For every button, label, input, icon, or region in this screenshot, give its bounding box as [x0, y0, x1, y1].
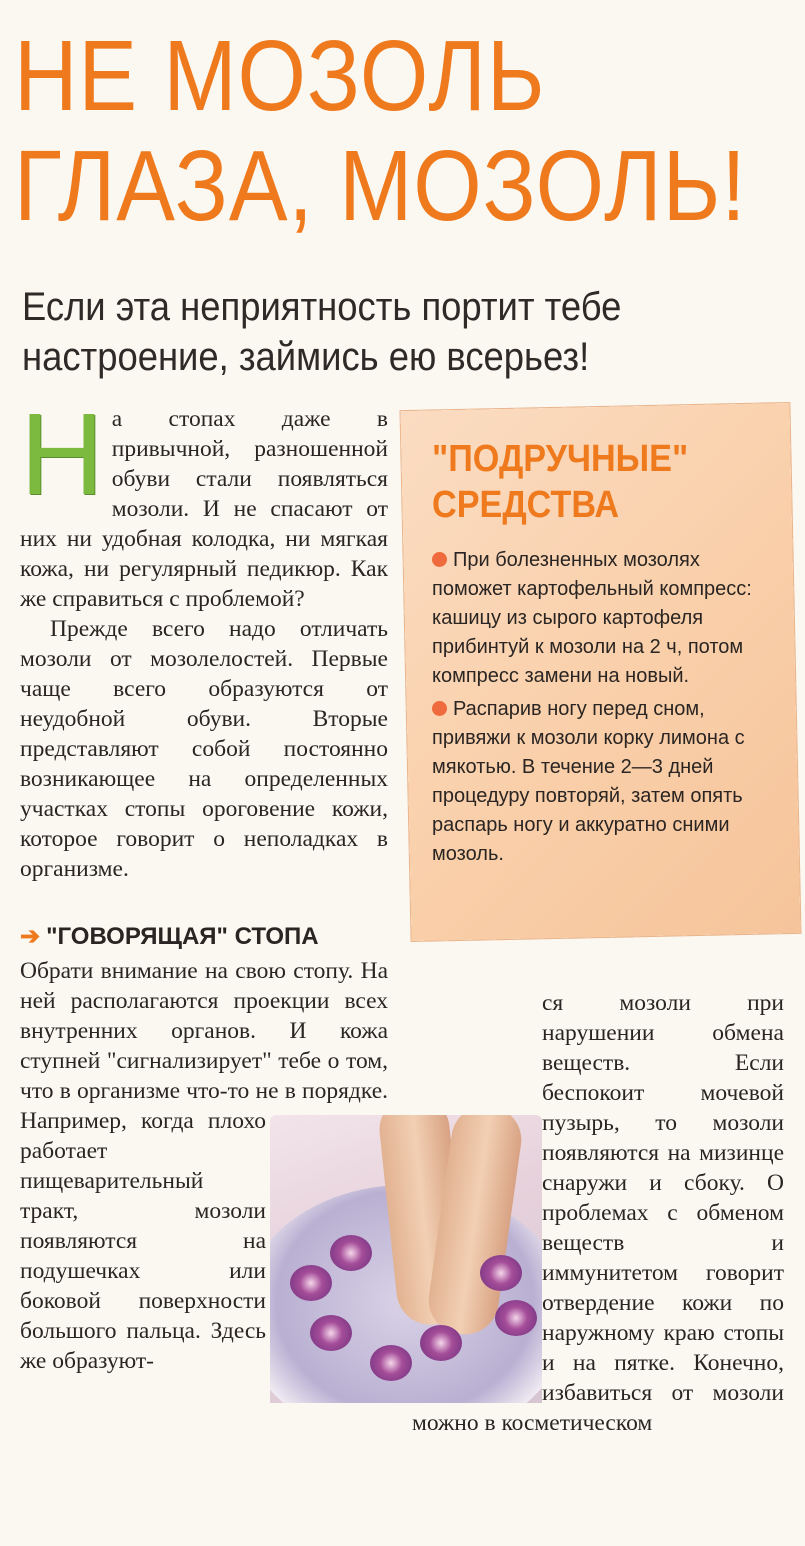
sidebar-title: "ПОДРУЧНЫЕ" СРЕДСТВА [432, 438, 689, 526]
sidebar-item [432, 546, 762, 691]
subtitle-line-1: Если эта неприятность портит тебе [22, 285, 622, 329]
flower-petal [495, 1300, 537, 1336]
sidebar-tips [432, 436, 762, 873]
foot-bath-photo [270, 1115, 542, 1403]
headline-line-1: НЕ МОЗОЛЬ [14, 20, 546, 132]
sidebar-item [432, 695, 762, 869]
subtitle [22, 282, 621, 382]
flower-petal [290, 1265, 332, 1301]
bullet-icon [432, 701, 447, 716]
flower-petal [420, 1325, 462, 1361]
sidebar-item-text: При болезненных мозолях поможет картофельный компресс: кашицу из сырого картофеля прибинтуй к мозоли на 2 ч, потом компресс замени на новый. [432, 549, 752, 687]
flower-petal [370, 1345, 412, 1381]
sidebar-list [432, 546, 762, 869]
sidebar-item-text: Распарив ногу перед сном, привяжи к мозоли корку лимона с мякотью. В течение 2—3 дней процедуру повторяй, затем опять распарь ногу и аккуратно сними мозоль. [432, 698, 745, 865]
intro-paragraph-1-text: а стопах даже в привычной, разношенной обуви стали появляться мозоли. И не спасают от них ни удобная колодка, ни мягкая кожа, ни регулярный педикюр. Как же справиться с проблемой? [20, 406, 388, 612]
intro-column [20, 389, 388, 884]
intro-paragraph-1 [20, 389, 388, 614]
intro-paragraph-2: Прежде всего надо отличать мозоли от мозолелостей. Первые чаще всего образуются от неудобной обуви. Вторые представляют собой постоянно возникающее на определенных участках стопы ороговение кожи, которое говорит о неполадках в организме. [20, 616, 388, 882]
bullet-icon [432, 552, 447, 567]
subtitle-line-2: настроение, займись ею всерьез! [22, 335, 590, 379]
body-paragraph-left: Обрати внимание на свою стопу. На ней располагаются проекции всех внутренних органов. И кожа ступней "сигнализирует" тебе о том, что в организме что-то не в порядке. Например, когда плохо работает пищеварительный тракт, мозоли появляются на подушечках или боковой поверхности большого пальца. Здесь же образуют- [20, 956, 388, 1376]
section-heading-text: "ГОВОРЯЩАЯ" СТОПА [46, 923, 319, 950]
flower-petal [330, 1235, 372, 1271]
arrow-right-icon: ➔ [20, 923, 41, 950]
drop-cap: Н [20, 389, 104, 519]
flower-petal [310, 1315, 352, 1351]
section-heading [20, 922, 319, 952]
headline-line-2: ГЛАЗА, МОЗОЛЬ! [14, 130, 747, 242]
flower-petal [480, 1255, 522, 1291]
body-paragraph-right: ся мозоли при нарушении обмена веществ. Если беспокоит мочевой пузырь, то мозоли появляются на мизинце снаружи и сбоку. О проблемах с обменом веществ и иммунитетом говорит отвердение кожи по наружному краю стопы и на пятке. Конечно, избавиться от мозоли можно в косметическом [412, 990, 784, 1436]
